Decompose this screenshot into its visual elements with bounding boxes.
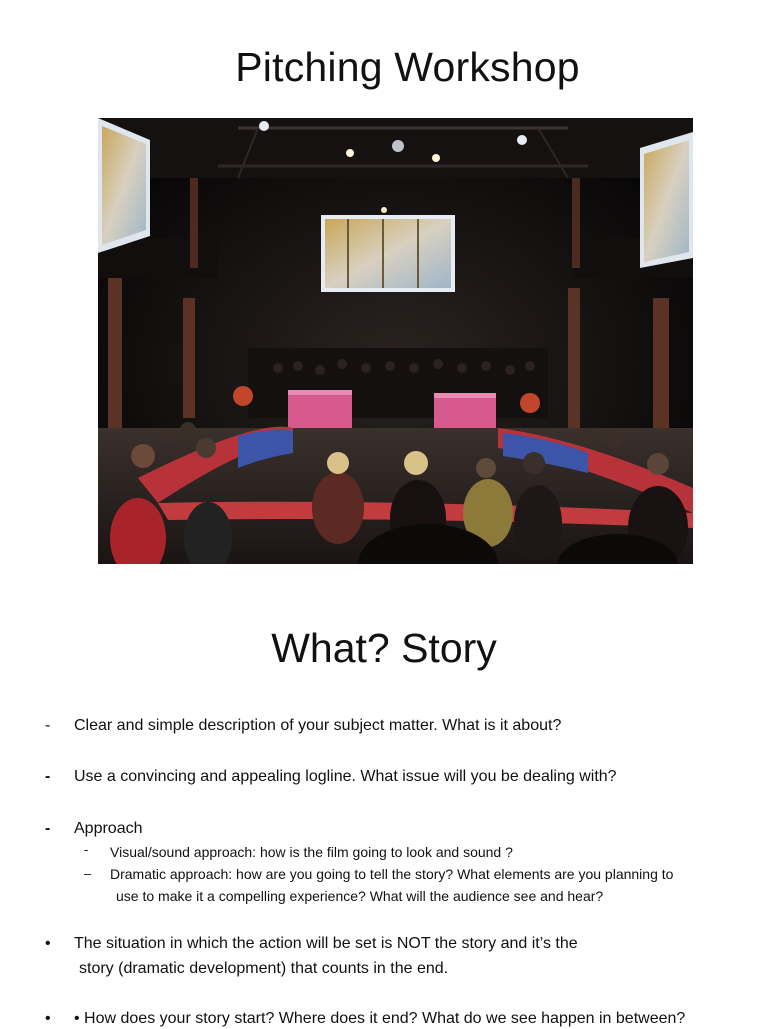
section-heading: What? Story [271,625,497,671]
bullet-marker: - [45,820,51,837]
bullet-text: The situation in which the action will be set is NOT the story and it’s the [74,935,578,952]
bullet-marker: - [45,717,51,734]
bullet-marker: - [45,768,51,785]
sub-bullet-text: Visual/sound approach: how is the film going to look and sound ? [110,844,513,860]
bullet-marker: • [45,1010,51,1027]
slide-title: Pitching Workshop [235,44,580,90]
sub-bullet-marker: – [84,866,92,881]
sub-bullet-marker: - [84,842,89,857]
sub-bullet-text: use to make it a compelling experience? What will the audience see and hear? [116,888,604,904]
bullet-text: • How does your story start? Where does it end? What do we see happen in between? [74,1010,686,1027]
bullet-text: story (dramatic development) that counts in the end. [79,960,449,977]
bullet-text: Approach [74,820,143,837]
sub-bullet-text: Dramatic approach: how are you going to tell the story? What elements are you planning to [110,866,674,882]
bullet-text: Use a convincing and appealing logline. What issue will you be dealing with? [74,768,617,785]
bullet-marker: • [45,935,51,952]
bullet-text: Clear and simple description of your subject matter. What is it about? [74,717,562,734]
